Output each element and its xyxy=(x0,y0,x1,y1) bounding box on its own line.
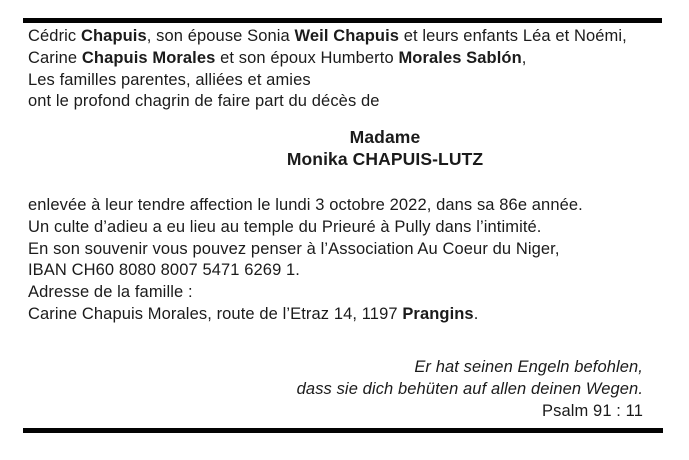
address-city: Prangins xyxy=(402,304,474,323)
body-line-iban: IBAN CH60 8080 8007 5471 6269 1. xyxy=(28,261,300,280)
intro-text: et son époux Humberto xyxy=(215,48,399,67)
intro-line: Les familles parentes, alliées et amies xyxy=(28,70,311,89)
address-text: Carine Chapuis Morales, route de l’Etraz 14, 1197 xyxy=(28,304,403,323)
notice-body xyxy=(28,195,583,326)
psalm-quote xyxy=(28,357,643,422)
body-line-ceremony: Un culte d’adieu a eu lieu au temple du Prieuré à Pully dans l’intimité. xyxy=(28,217,542,236)
family-name: Morales Sablón xyxy=(398,48,522,67)
address-line xyxy=(28,304,583,326)
intro-line: ont le profond chagrin de faire part du décès de xyxy=(28,92,380,111)
intro-text: Cédric xyxy=(28,27,81,45)
intro-text: , son épouse Sonia xyxy=(146,27,295,45)
deceased-title: Madame xyxy=(349,127,421,147)
intro-text: et leurs enfants Léa et Noémi, xyxy=(399,27,627,45)
address-label: Adresse de la famille : xyxy=(28,283,193,302)
family-name: Chapuis xyxy=(80,27,147,45)
family-name: Weil Chapuis xyxy=(294,27,400,45)
psalm-reference: Psalm 91 : 11 xyxy=(542,401,643,420)
family-name: Chapuis Morales xyxy=(81,48,216,67)
body-line-donation: En son souvenir vous pouvez penser à l’Association Au Coeur du Niger, xyxy=(28,239,560,258)
intro-line xyxy=(28,26,627,48)
address-text: . xyxy=(473,304,479,323)
bottom-rule xyxy=(23,428,663,433)
top-rule xyxy=(23,18,662,23)
intro-text: Carine xyxy=(28,48,82,67)
deceased-name: Monika CHAPUIS-LUTZ xyxy=(286,148,484,169)
body-line-death: enlevée à leur tendre affection le lundi 3 octobre 2022, dans sa 86e année. xyxy=(28,196,583,214)
family-intro xyxy=(28,26,627,113)
quote-line: Er hat seinen Engeln befohlen, xyxy=(414,358,643,376)
intro-line xyxy=(28,48,627,70)
intro-text: , xyxy=(521,48,527,67)
quote-line: dass sie dich behüten auf allen deinen Wegen. xyxy=(296,379,643,398)
deceased-block xyxy=(128,127,642,171)
